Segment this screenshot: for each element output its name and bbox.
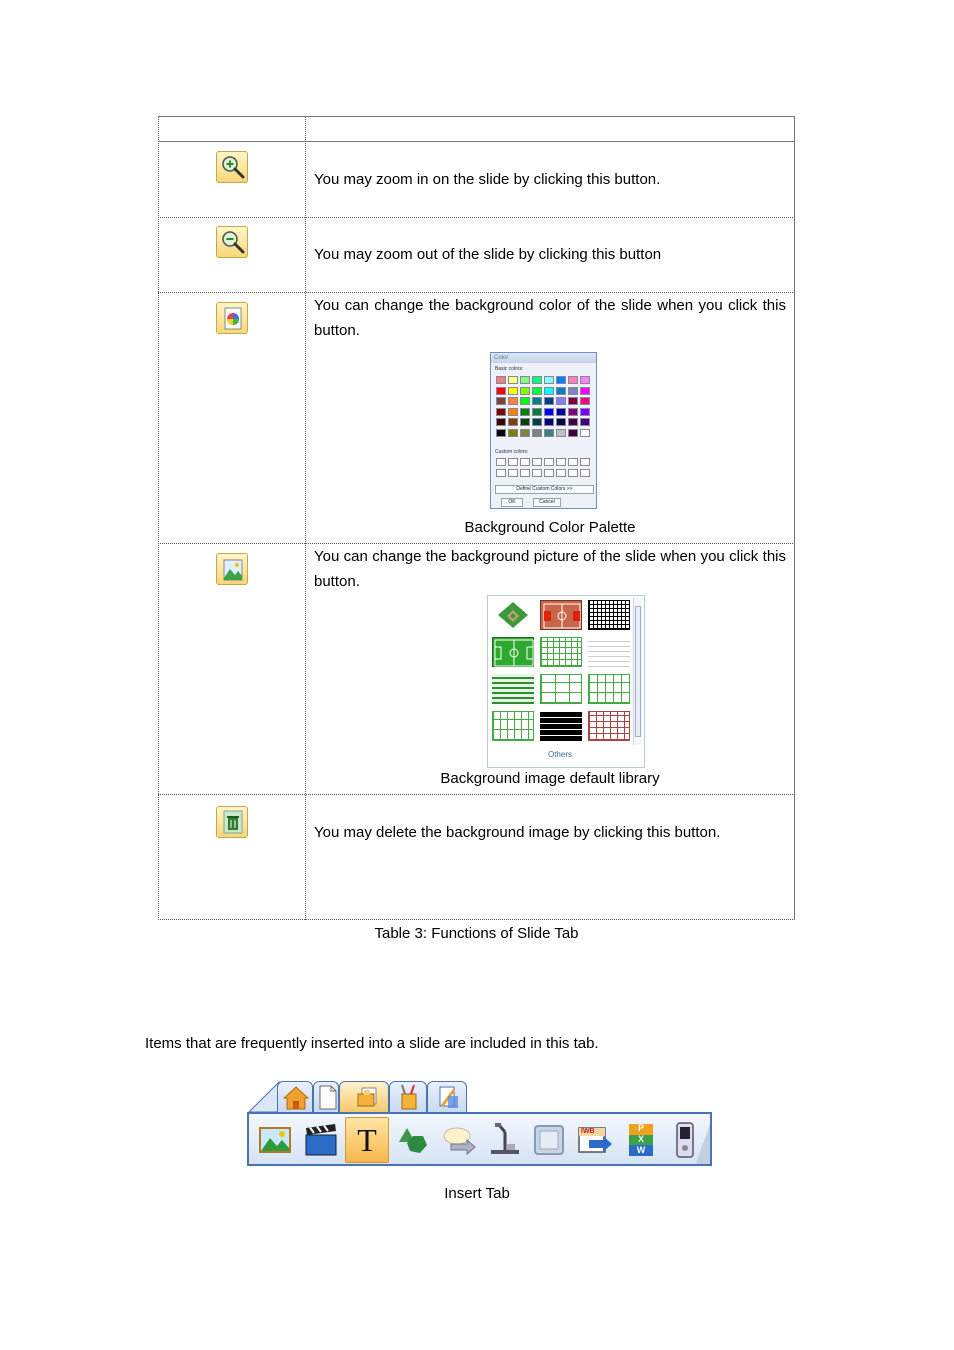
color-swatch[interactable] [580,408,590,416]
pxw-x-label: X [637,1134,644,1144]
home-tab-icon [278,1082,314,1112]
toolbar-resize-grip[interactable] [696,1124,710,1164]
lined-paper-thumbnail[interactable] [588,637,630,667]
color-swatch[interactable] [496,418,506,426]
music-staff-thumbnail[interactable] [540,674,582,704]
color-swatch[interactable] [496,408,506,416]
color-swatch[interactable] [508,418,518,426]
custom-color-swatch[interactable] [520,458,530,466]
insert-tab-caption: Insert Tab [444,1185,510,1202]
color-swatch[interactable] [508,429,518,437]
color-swatch[interactable] [544,376,554,384]
custom-color-swatch[interactable] [496,458,506,466]
zoom-out-icon [216,226,248,258]
cancel-button[interactable]: Cancel [533,498,561,507]
custom-color-swatch[interactable] [580,458,590,466]
color-swatch[interactable] [580,397,590,405]
page-tab-icon [314,1082,340,1112]
color-swatch[interactable] [568,397,578,405]
basketball-court-thumbnail[interactable] [540,600,582,630]
background-image-library [487,595,645,768]
color-swatch[interactable] [556,408,566,416]
color-swatch[interactable] [568,429,578,437]
insert-tab-ribbon [247,1079,712,1166]
shape-icon [393,1120,433,1160]
dialog-title: Color [491,353,596,363]
ribbon-tabs [247,1079,712,1112]
color-swatch[interactable] [556,418,566,426]
background-picture-icon [216,553,248,585]
ok-button[interactable]: OK [501,498,523,507]
color-swatch[interactable] [556,387,566,395]
custom-color-swatch[interactable] [496,469,506,477]
background-color-description: You can change the background color of the slide when you click this button. [314,297,786,339]
table-header-divider [158,141,795,142]
grid-thumbnail[interactable] [588,600,630,630]
image-icon [255,1120,295,1160]
edit-tab-icon [428,1082,468,1112]
color-swatch[interactable] [520,408,530,416]
custom-color-swatch[interactable] [508,458,518,466]
color-swatch[interactable] [532,376,542,384]
custom-color-swatch[interactable] [544,458,554,466]
tab-tools[interactable] [389,1081,427,1112]
color-swatch[interactable] [520,418,530,426]
table-row-divider [158,794,795,795]
color-swatch[interactable] [532,387,542,395]
table-border-bottom [158,919,795,920]
others-link[interactable]: Others [547,750,572,759]
table-border-left [158,116,159,920]
color-swatch[interactable] [508,387,518,395]
frame-icon [529,1120,569,1160]
define-custom-colors-button[interactable]: Define Custom Colors >> [495,485,594,494]
color-swatch[interactable] [544,408,554,416]
insert-video-button[interactable] [301,1120,341,1160]
soccer-field-thumbnail[interactable] [492,637,534,667]
background-library-caption: Background image default library [440,770,660,787]
table-border-right [794,116,795,920]
custom-color-swatch[interactable] [556,469,566,477]
text-icon: T [357,1122,377,1158]
delete-background-icon [216,806,248,838]
table-layout-thumbnail[interactable] [588,674,630,704]
video-icon [301,1120,341,1160]
background-color-icon [216,302,248,334]
slide-tab-functions-table [158,116,795,920]
color-swatch[interactable] [496,397,506,405]
table-caption: Table 3: Functions of Slide Tab [374,925,579,942]
insert-frame-button[interactable] [529,1120,569,1160]
custom-color-swatch[interactable] [556,458,566,466]
color-swatch[interactable] [544,397,554,405]
color-swatch[interactable] [580,418,590,426]
color-swatch[interactable] [496,376,506,384]
scroll-thumb[interactable] [635,606,641,737]
color-swatch[interactable] [556,429,566,437]
color-swatch[interactable] [544,387,554,395]
color-swatch[interactable] [580,376,590,384]
table-row-divider [158,217,795,218]
callout-arrow-icon [439,1120,479,1160]
custom-colors-label: Custom colors: [495,449,529,455]
color-swatch[interactable] [580,429,590,437]
insert-tab-description: Items that are frequently inserted into a slide are included in this tab. [145,1035,599,1052]
zoom-out-description: You may zoom out of the slide by clicking this button [314,246,662,263]
custom-color-swatch[interactable] [532,458,542,466]
color-swatch[interactable] [580,387,590,395]
insert-toolbar [247,1112,712,1166]
delete-background-description: You may delete the background image by clicking this button. [314,824,721,841]
iwb-import-icon [575,1120,615,1160]
insert-text-button[interactable] [345,1117,389,1163]
color-swatch[interactable] [520,387,530,395]
color-swatch[interactable] [568,387,578,395]
color-swatch[interactable] [520,429,530,437]
tab-home[interactable] [277,1081,313,1112]
pxw-button[interactable] [621,1120,661,1160]
library-scrollbar[interactable] [633,598,642,745]
baseball-field-thumbnail[interactable] [492,600,534,630]
red-grid-thumbnail[interactable] [588,711,630,741]
color-swatch[interactable] [520,376,530,384]
basic-colors-label: Basic colors: [495,366,524,372]
color-swatch[interactable] [556,397,566,405]
green-grid-thumbnail[interactable] [540,637,582,667]
tab-edit[interactable] [427,1081,467,1112]
iwb-label: IWB [581,1128,595,1135]
color-swatch[interactable] [568,376,578,384]
basic-colors-grid [496,376,589,437]
color-swatch[interactable] [496,387,506,395]
color-swatch[interactable] [556,376,566,384]
zoom-in-icon [216,151,248,183]
color-swatch[interactable] [532,429,542,437]
slide-tab-icon [340,1082,390,1112]
background-picture-description: You can change the background picture of the slide when you click this button. [314,548,786,590]
pxw-w-label: W [636,1145,646,1155]
custom-color-swatch[interactable] [532,469,542,477]
table-border-top [158,116,795,117]
tools-tab-icon [390,1082,428,1112]
color-swatch[interactable] [496,429,506,437]
color-palette-dialog [490,352,597,509]
background-color-palette-caption: Background Color Palette [464,519,636,536]
color-swatch[interactable] [508,397,518,405]
custom-color-swatch[interactable] [508,469,518,477]
color-swatch[interactable] [532,408,542,416]
custom-colors-grid [496,458,589,477]
color-swatch[interactable] [568,408,578,416]
insert-image-button[interactable] [255,1120,295,1160]
color-swatch[interactable] [544,418,554,426]
color-swatch[interactable] [568,418,578,426]
iwb-import-button[interactable] [575,1120,615,1160]
custom-color-swatch[interactable] [568,458,578,466]
zoom-in-description: You may zoom in on the slide by clicking this button. [314,171,661,188]
vertical-columns-thumbnail[interactable] [492,711,534,741]
color-swatch[interactable] [508,376,518,384]
black-lines-thumbnail[interactable] [540,711,582,741]
custom-color-swatch[interactable] [520,469,530,477]
color-swatch[interactable] [508,408,518,416]
custom-color-swatch[interactable] [544,469,554,477]
pxw-p-label: P [637,1123,644,1133]
table-column-divider [305,116,306,920]
document-camera-icon [485,1120,525,1160]
insert-callout-button[interactable] [439,1120,479,1160]
color-swatch[interactable] [544,429,554,437]
tab-page[interactable] [313,1081,339,1112]
tab-slide[interactable] [339,1081,389,1112]
document-camera-button[interactable] [485,1120,525,1160]
insert-shape-button[interactable] [393,1120,433,1160]
custom-color-swatch[interactable] [580,469,590,477]
color-swatch[interactable] [532,397,542,405]
custom-color-swatch[interactable] [568,469,578,477]
color-swatch[interactable] [520,397,530,405]
color-swatch[interactable] [532,418,542,426]
green-lines-thumbnail[interactable] [492,674,534,704]
